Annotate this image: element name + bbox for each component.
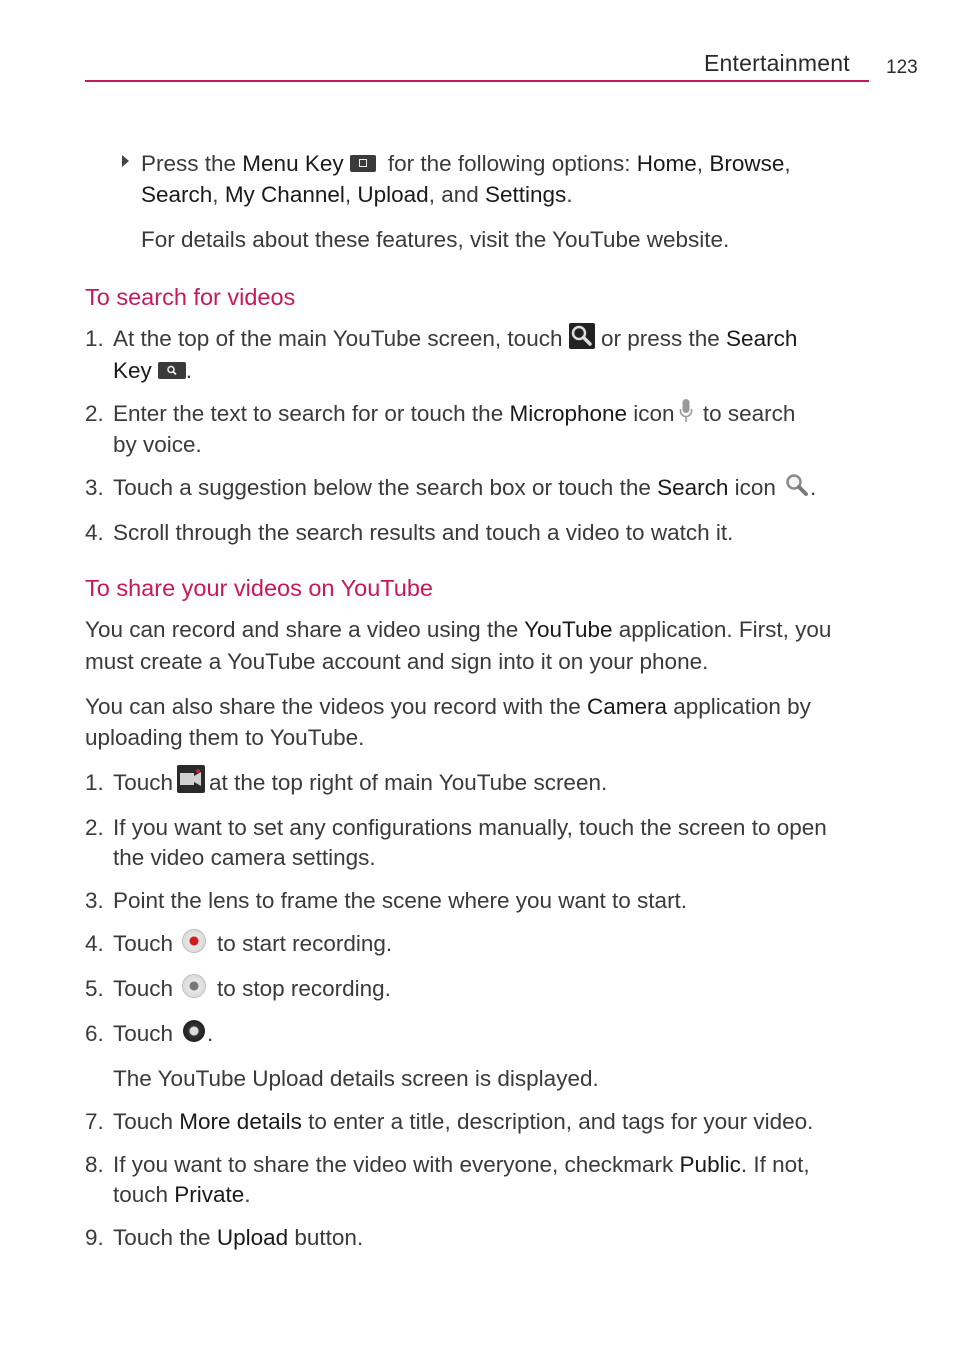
text: touch — [113, 1182, 175, 1207]
share-step-2-cont: the video camera settings. — [113, 845, 376, 870]
text: . If not, — [740, 1152, 810, 1177]
text: . — [185, 358, 193, 383]
step-number: 2. — [85, 815, 104, 840]
option-upload: Upload — [357, 182, 429, 207]
step-number: 7. — [85, 1109, 104, 1134]
text: At the top of the main YouTube screen, touch — [113, 326, 569, 351]
text: button. — [288, 1225, 364, 1250]
option-settings: Settings — [485, 182, 567, 207]
text: Touch the — [113, 1225, 217, 1250]
step-number: 3. — [85, 888, 104, 913]
private-label: Private — [174, 1182, 245, 1207]
search-icon — [569, 323, 595, 349]
share-step-6-note: The YouTube Upload details screen is displayed. — [113, 1066, 599, 1091]
search-icon — [784, 472, 810, 498]
search-step-2 — [113, 399, 795, 429]
text: , — [696, 151, 710, 176]
stop-icon — [183, 975, 205, 997]
step-number: 4. — [85, 931, 104, 956]
option-my-channel: My Channel — [224, 182, 345, 207]
intro-line-2 — [141, 180, 573, 210]
share-paragraph-1 — [85, 615, 831, 645]
text: . — [207, 1021, 214, 1046]
more-details-label: More details — [179, 1109, 302, 1134]
text: to enter a title, description, and tags for your video. — [301, 1109, 814, 1134]
share-step-5 — [113, 974, 391, 1004]
search-step-1-cont — [113, 356, 192, 386]
intro-details: For details about these features, visit the YouTube website. — [141, 227, 730, 252]
share-step-4 — [113, 929, 392, 959]
text: application by — [667, 694, 811, 719]
text: You can record and share a video using the — [85, 617, 525, 642]
share-paragraph-1-cont: must create a YouTube account and sign into it on your phone. — [85, 649, 709, 674]
menu-key-icon — [350, 155, 376, 172]
text: Touch — [113, 1109, 180, 1134]
share-paragraph-2 — [85, 692, 811, 722]
text: , — [212, 182, 225, 207]
option-search: Search — [141, 182, 213, 207]
search-step-1 — [113, 324, 797, 354]
record-icon — [183, 930, 205, 952]
text: . — [809, 475, 817, 500]
text: application. First, you — [612, 617, 832, 642]
search-key-label: Search — [726, 326, 798, 351]
menu-key-label: Menu Key — [242, 151, 344, 176]
step-number: 1. — [85, 770, 104, 795]
text: Touch — [113, 770, 174, 795]
text: to stop recording. — [217, 976, 391, 1001]
share-step-3: Point the lens to frame the scene where you want to start. — [113, 888, 688, 913]
option-home: Home — [636, 151, 697, 176]
page-number: 123 — [886, 57, 918, 78]
text: , — [344, 182, 358, 207]
text: to start recording. — [217, 931, 393, 956]
text: icon — [627, 401, 675, 426]
text: at the top right of main YouTube screen. — [209, 770, 608, 795]
step-number: 6. — [85, 1021, 104, 1046]
search-step-3 — [113, 473, 816, 503]
share-step-8 — [113, 1150, 810, 1180]
text: for the following options: — [381, 151, 637, 176]
microphone-label: Microphone — [509, 401, 628, 426]
section-title: Entertainment — [704, 50, 850, 76]
share-step-9 — [113, 1223, 363, 1253]
camera-label: Camera — [586, 694, 668, 719]
share-step-1 — [113, 768, 607, 798]
search-step-2-cont: by voice. — [113, 432, 202, 457]
camera-icon — [177, 765, 205, 793]
text: Touch — [113, 976, 174, 1001]
text: Press the — [141, 151, 243, 176]
intro-line-1 — [141, 149, 791, 179]
step-number: 3. — [85, 475, 104, 500]
share-paragraph-2-cont: uploading them to YouTube. — [85, 725, 365, 750]
text: . — [244, 1182, 251, 1207]
step-number: 5. — [85, 976, 104, 1001]
microphone-icon — [679, 398, 693, 424]
text: . — [566, 182, 573, 207]
step-number: 2. — [85, 401, 104, 426]
text: or press the — [594, 326, 727, 351]
search-label: Search — [657, 475, 729, 500]
bullet-triangle-icon — [122, 155, 129, 167]
text: icon — [728, 475, 776, 500]
step-number: 4. — [85, 520, 104, 545]
share-heading: To share your videos on YouTube — [85, 575, 433, 601]
public-label: Public — [679, 1152, 741, 1177]
step-number: 9. — [85, 1225, 104, 1250]
upload-label: Upload — [216, 1225, 289, 1250]
text: Touch — [113, 1021, 174, 1046]
share-step-6 — [113, 1019, 213, 1049]
search-heading: To search for videos — [85, 284, 296, 310]
key-label: Key — [113, 358, 152, 383]
text: to search — [696, 401, 796, 426]
youtube-label: YouTube — [524, 617, 613, 642]
share-step-2: If you want to set any configurations manually, touch the screen to open — [113, 815, 827, 840]
header-rule — [85, 80, 869, 82]
text: You can also share the videos you record with the — [85, 694, 587, 719]
step-number: 8. — [85, 1152, 104, 1177]
share-step-8-cont — [113, 1180, 251, 1210]
text: Enter the text to search for or touch the — [113, 401, 510, 426]
search-key-icon — [158, 362, 186, 379]
text: Touch — [113, 931, 174, 956]
done-icon — [183, 1020, 205, 1042]
option-browse: Browse — [709, 151, 785, 176]
text: Touch a suggestion below the search box or touch the — [113, 475, 658, 500]
search-step-4: Scroll through the search results and touch a video to watch it. — [113, 520, 734, 545]
text: , — [784, 151, 791, 176]
share-step-7 — [113, 1107, 813, 1137]
step-number: 1. — [85, 326, 104, 351]
text: , and — [428, 182, 485, 207]
text: If you want to share the video with everyone, checkmark — [113, 1152, 680, 1177]
